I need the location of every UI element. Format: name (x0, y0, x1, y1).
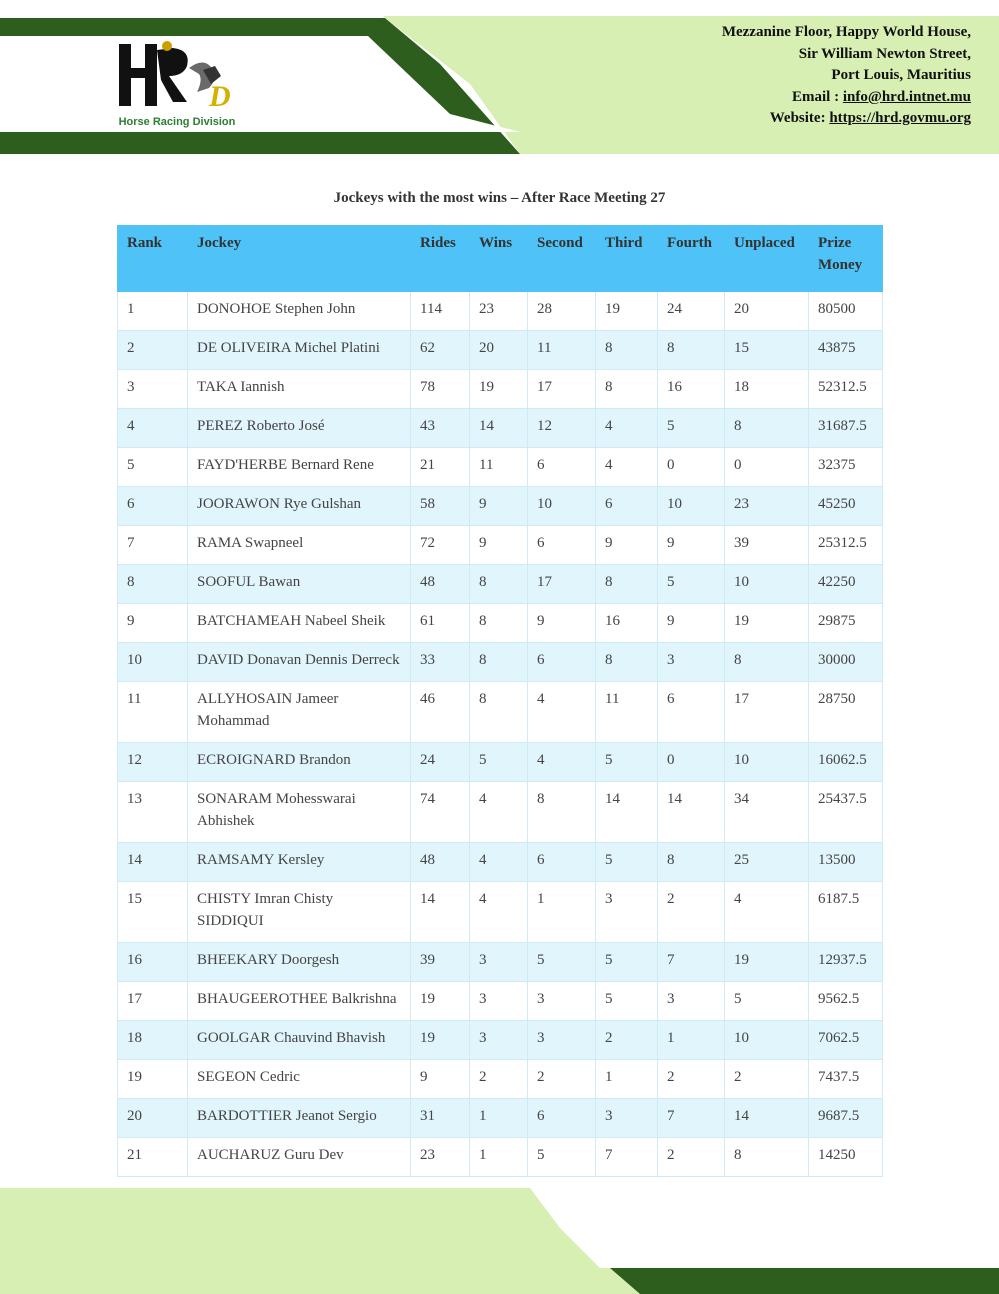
cell-rank: 8 (118, 565, 188, 604)
cell-wins: 23 (470, 292, 528, 331)
table-row (118, 565, 883, 604)
cell-rank: 14 (118, 843, 188, 882)
cell-rank: 3 (118, 370, 188, 409)
cell-rides: 114 (411, 292, 470, 331)
cell-prize-money: 31687.5 (809, 409, 883, 448)
table-row (118, 1138, 883, 1177)
table-row (118, 782, 883, 843)
email-line (722, 87, 971, 109)
website-line (722, 108, 971, 130)
column-header-rank: Rank (118, 226, 188, 292)
cell-prize-money: 43875 (809, 331, 883, 370)
email-link[interactable]: info@hrd.intnet.mu (842, 88, 971, 105)
cell-jockey: BARDOTTIER Jeanot Sergio (188, 1099, 411, 1138)
cell-fourth: 16 (658, 370, 725, 409)
cell-unplaced: 14 (725, 1099, 809, 1138)
column-header-wins: Wins (470, 226, 528, 292)
table-row (118, 604, 883, 643)
column-header-rides: Rides (411, 226, 470, 292)
cell-second: 2 (528, 1060, 596, 1099)
cell-jockey: CHISTY Imran Chisty SIDDIQUI (188, 882, 411, 943)
cell-rank: 13 (118, 782, 188, 843)
cell-second: 17 (528, 565, 596, 604)
cell-wins: 9 (470, 526, 528, 565)
cell-prize-money: 30000 (809, 643, 883, 682)
cell-third: 8 (596, 565, 658, 604)
cell-jockey: BATCHAMEAH Nabeel Sheik (188, 604, 411, 643)
cell-rank: 18 (118, 1021, 188, 1060)
cell-second: 6 (528, 526, 596, 565)
cell-rides: 31 (411, 1099, 470, 1138)
table-row (118, 643, 883, 682)
cell-third: 14 (596, 782, 658, 843)
cell-prize-money: 9687.5 (809, 1099, 883, 1138)
cell-wins: 2 (470, 1060, 528, 1099)
logo-caption: Horse Racing Division (118, 116, 236, 128)
cell-fourth: 14 (658, 782, 725, 843)
cell-prize-money: 45250 (809, 487, 883, 526)
cell-fourth: 7 (658, 943, 725, 982)
cell-rides: 23 (411, 1138, 470, 1177)
cell-jockey: TAKA Iannish (188, 370, 411, 409)
cell-wins: 8 (470, 604, 528, 643)
cell-rank: 17 (118, 982, 188, 1021)
cell-unplaced: 18 (725, 370, 809, 409)
cell-wins: 14 (470, 409, 528, 448)
cell-rides: 14 (411, 882, 470, 943)
cell-second: 5 (528, 1138, 596, 1177)
cell-rides: 78 (411, 370, 470, 409)
cell-prize-money: 32375 (809, 448, 883, 487)
cell-unplaced: 5 (725, 982, 809, 1021)
cell-fourth: 5 (658, 409, 725, 448)
cell-fourth: 8 (658, 843, 725, 882)
column-header-fourth: Fourth (658, 226, 725, 292)
cell-jockey: BHAUGEEROTHEE Balkrishna (188, 982, 411, 1021)
cell-rank: 5 (118, 448, 188, 487)
cell-rides: 62 (411, 331, 470, 370)
table-row (118, 1021, 883, 1060)
cell-second: 4 (528, 682, 596, 743)
cell-rides: 19 (411, 1021, 470, 1060)
cell-unplaced: 8 (725, 409, 809, 448)
cell-wins: 9 (470, 487, 528, 526)
cell-fourth: 0 (658, 448, 725, 487)
cell-prize-money: 25437.5 (809, 782, 883, 843)
cell-unplaced: 0 (725, 448, 809, 487)
cell-unplaced: 34 (725, 782, 809, 843)
table-row (118, 982, 883, 1021)
cell-rank: 16 (118, 943, 188, 982)
cell-third: 5 (596, 943, 658, 982)
cell-prize-money: 28750 (809, 682, 883, 743)
hrd-logo (113, 40, 241, 130)
cell-wins: 8 (470, 682, 528, 743)
cell-rank: 15 (118, 882, 188, 943)
cell-fourth: 2 (658, 1138, 725, 1177)
cell-wins: 4 (470, 782, 528, 843)
cell-prize-money: 7437.5 (809, 1060, 883, 1099)
cell-rank: 21 (118, 1138, 188, 1177)
cell-rides: 46 (411, 682, 470, 743)
cell-unplaced: 8 (725, 1138, 809, 1177)
cell-rank: 6 (118, 487, 188, 526)
table-row (118, 943, 883, 982)
cell-wins: 3 (470, 1021, 528, 1060)
table-row (118, 292, 883, 331)
cell-third: 11 (596, 682, 658, 743)
table-header-row (118, 226, 883, 292)
cell-second: 28 (528, 292, 596, 331)
cell-wins: 1 (470, 1099, 528, 1138)
address-line-3: Port Louis, Mauritius (831, 67, 971, 83)
table-title: Jockeys with the most wins – After Race Meeting 27 (333, 190, 666, 206)
cell-jockey: BHEEKARY Doorgesh (188, 943, 411, 982)
cell-third: 6 (596, 487, 658, 526)
cell-wins: 20 (470, 331, 528, 370)
table-row (118, 1060, 883, 1099)
cell-unplaced: 23 (725, 487, 809, 526)
cell-unplaced: 39 (725, 526, 809, 565)
cell-unplaced: 10 (725, 743, 809, 782)
cell-unplaced: 10 (725, 565, 809, 604)
cell-wins: 11 (470, 448, 528, 487)
cell-third: 5 (596, 843, 658, 882)
cell-prize-money: 80500 (809, 292, 883, 331)
cell-unplaced: 10 (725, 1021, 809, 1060)
cell-third: 8 (596, 643, 658, 682)
cell-jockey: DONOHOE Stephen John (188, 292, 411, 331)
cell-fourth: 9 (658, 526, 725, 565)
cell-fourth: 2 (658, 882, 725, 943)
cell-wins: 4 (470, 882, 528, 943)
cell-second: 1 (528, 882, 596, 943)
cell-wins: 8 (470, 643, 528, 682)
cell-rank: 2 (118, 331, 188, 370)
cell-rides: 19 (411, 982, 470, 1021)
cell-rank: 4 (118, 409, 188, 448)
cell-unplaced: 4 (725, 882, 809, 943)
cell-second: 3 (528, 1021, 596, 1060)
cell-fourth: 6 (658, 682, 725, 743)
address-line-1: Mezzanine Floor, Happy World House, (721, 24, 971, 40)
cell-second: 17 (528, 370, 596, 409)
cell-jockey: DAVID Donavan Dennis Derreck (188, 643, 411, 682)
cell-rank: 1 (118, 292, 188, 331)
cell-second: 9 (528, 604, 596, 643)
cell-third: 5 (596, 982, 658, 1021)
cell-fourth: 0 (658, 743, 725, 782)
cell-rank: 19 (118, 1060, 188, 1099)
cell-prize-money: 12937.5 (809, 943, 883, 982)
cell-jockey: FAYD'HERBE Bernard Rene (188, 448, 411, 487)
jockey-standings-table (117, 225, 883, 1177)
cell-rides: 24 (411, 743, 470, 782)
cell-jockey: PEREZ Roberto José (188, 409, 411, 448)
cell-third: 7 (596, 1138, 658, 1177)
column-header-third: Third (596, 226, 658, 292)
cell-third: 3 (596, 1099, 658, 1138)
cell-prize-money: 16062.5 (809, 743, 883, 782)
website-label: Website: (769, 110, 830, 126)
cell-jockey: AUCHARUZ Guru Dev (188, 1138, 411, 1177)
cell-rides: 21 (411, 448, 470, 487)
cell-third: 1 (596, 1060, 658, 1099)
cell-second: 6 (528, 448, 596, 487)
cell-rides: 39 (411, 943, 470, 982)
cell-jockey: DE OLIVEIRA Michel Platini (188, 331, 411, 370)
cell-fourth: 9 (658, 604, 725, 643)
cell-prize-money: 29875 (809, 604, 883, 643)
column-header-unplaced: Unplaced (725, 226, 809, 292)
cell-jockey: JOORAWON Rye Gulshan (188, 487, 411, 526)
table-row (118, 487, 883, 526)
cell-jockey: SONARAM Mohesswarai Abhishek (188, 782, 411, 843)
cell-second: 12 (528, 409, 596, 448)
cell-prize-money: 14250 (809, 1138, 883, 1177)
cell-fourth: 8 (658, 331, 725, 370)
cell-prize-money: 42250 (809, 565, 883, 604)
cell-unplaced: 17 (725, 682, 809, 743)
cell-rides: 74 (411, 782, 470, 843)
cell-third: 8 (596, 370, 658, 409)
cell-jockey: ECROIGNARD Brandon (188, 743, 411, 782)
cell-third: 9 (596, 526, 658, 565)
cell-wins: 4 (470, 843, 528, 882)
cell-second: 10 (528, 487, 596, 526)
table-row (118, 331, 883, 370)
cell-third: 5 (596, 743, 658, 782)
column-header-prize-money: Prize Money (809, 226, 883, 292)
column-header-second: Second (528, 226, 596, 292)
cell-third: 4 (596, 448, 658, 487)
cell-second: 5 (528, 943, 596, 982)
cell-rank: 11 (118, 682, 188, 743)
cell-unplaced: 20 (725, 292, 809, 331)
cell-third: 19 (596, 292, 658, 331)
table-body (118, 292, 883, 1177)
cell-prize-money: 52312.5 (809, 370, 883, 409)
cell-unplaced: 15 (725, 331, 809, 370)
cell-fourth: 7 (658, 1099, 725, 1138)
cell-prize-money: 25312.5 (809, 526, 883, 565)
table-row (118, 882, 883, 943)
cell-rank: 9 (118, 604, 188, 643)
cell-third: 8 (596, 331, 658, 370)
cell-third: 16 (596, 604, 658, 643)
cell-unplaced: 2 (725, 1060, 809, 1099)
cell-rides: 9 (411, 1060, 470, 1099)
column-header-jockey: Jockey (188, 226, 411, 292)
cell-second: 8 (528, 782, 596, 843)
svg-text:D: D (209, 80, 231, 113)
footer-banner (0, 1188, 999, 1294)
cell-unplaced: 19 (725, 604, 809, 643)
address-line-2: Sir William Newton Street, (798, 45, 971, 62)
cell-second: 11 (528, 331, 596, 370)
cell-fourth: 3 (658, 982, 725, 1021)
cell-third: 2 (596, 1021, 658, 1060)
table-row (118, 682, 883, 743)
cell-wins: 8 (470, 565, 528, 604)
cell-second: 4 (528, 743, 596, 782)
table-row (118, 843, 883, 882)
cell-fourth: 10 (658, 487, 725, 526)
cell-second: 6 (528, 1099, 596, 1138)
cell-third: 3 (596, 882, 658, 943)
cell-rank: 10 (118, 643, 188, 682)
cell-rides: 43 (411, 409, 470, 448)
table-row (118, 448, 883, 487)
cell-third: 4 (596, 409, 658, 448)
cell-rides: 61 (411, 604, 470, 643)
cell-unplaced: 19 (725, 943, 809, 982)
cell-second: 6 (528, 843, 596, 882)
cell-prize-money: 7062.5 (809, 1021, 883, 1060)
cell-rank: 20 (118, 1099, 188, 1138)
cell-jockey: RAMA Swapneel (188, 526, 411, 565)
cell-prize-money: 13500 (809, 843, 883, 882)
cell-wins: 1 (470, 1138, 528, 1177)
cell-rides: 58 (411, 487, 470, 526)
cell-jockey: SOOFUL Bawan (188, 565, 411, 604)
cell-rides: 48 (411, 843, 470, 882)
cell-second: 6 (528, 643, 596, 682)
cell-rank: 12 (118, 743, 188, 782)
table-row (118, 526, 883, 565)
cell-jockey: SEGEON Cedric (188, 1060, 411, 1099)
contact-block (722, 22, 971, 130)
cell-prize-money: 9562.5 (809, 982, 883, 1021)
cell-wins: 19 (470, 370, 528, 409)
cell-wins: 3 (470, 943, 528, 982)
cell-fourth: 2 (658, 1060, 725, 1099)
cell-jockey: RAMSAMY Kersley (188, 843, 411, 882)
website-link[interactable]: https://hrd.govmu.org (829, 110, 971, 126)
cell-fourth: 24 (658, 292, 725, 331)
cell-second: 3 (528, 982, 596, 1021)
table-row (118, 1099, 883, 1138)
table-row (118, 409, 883, 448)
cell-unplaced: 8 (725, 643, 809, 682)
cell-rides: 72 (411, 526, 470, 565)
email-label: Email : (792, 88, 843, 105)
cell-unplaced: 25 (725, 843, 809, 882)
cell-rides: 48 (411, 565, 470, 604)
cell-wins: 5 (470, 743, 528, 782)
table-row (118, 370, 883, 409)
cell-rides: 33 (411, 643, 470, 682)
cell-fourth: 1 (658, 1021, 725, 1060)
cell-jockey: ALLYHOSAIN Jameer Mohammad (188, 682, 411, 743)
cell-fourth: 5 (658, 565, 725, 604)
cell-fourth: 3 (658, 643, 725, 682)
cell-rank: 7 (118, 526, 188, 565)
cell-jockey: GOOLGAR Chauvind Bhavish (188, 1021, 411, 1060)
table-row (118, 743, 883, 782)
cell-wins: 3 (470, 982, 528, 1021)
cell-prize-money: 6187.5 (809, 882, 883, 943)
